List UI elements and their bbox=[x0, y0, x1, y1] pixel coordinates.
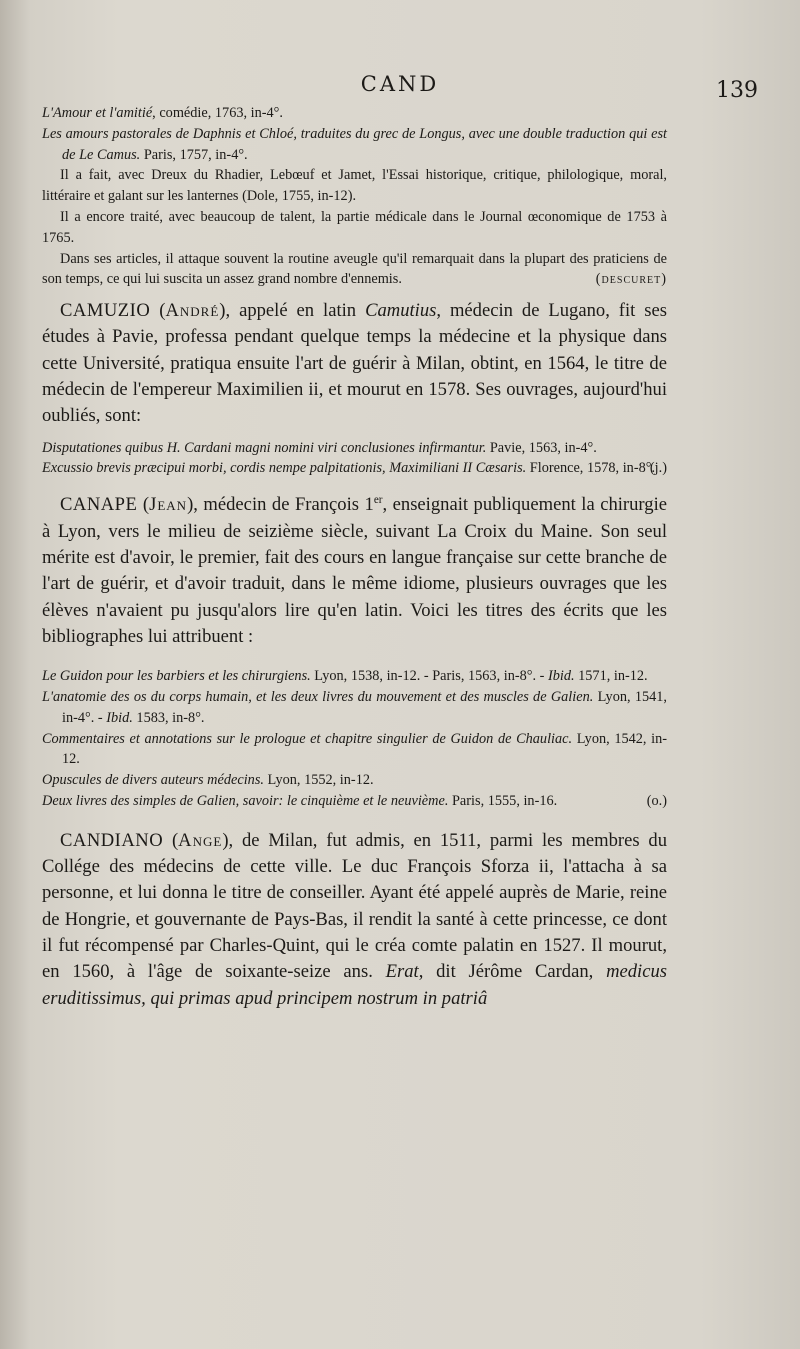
work-details: Pavie, 1563, in-4°. bbox=[486, 439, 597, 456]
bibliography-entry bbox=[42, 666, 667, 687]
author-signature: (j.) bbox=[649, 460, 667, 477]
entry-given-name: André bbox=[165, 300, 220, 322]
article-text: , médecin de François 1 bbox=[193, 494, 374, 516]
superscript: er bbox=[373, 494, 383, 507]
spacer bbox=[42, 290, 667, 298]
bibliography-entry bbox=[42, 438, 667, 459]
spacer bbox=[42, 650, 667, 666]
body-paragraph: Il a fait, avec Dreux du Rhadier, Lebœuf et Jamet, l'Essai historique, critique, philologique, moral, littéraire et galant sur les lanternes (Dole, 1755, in-12). bbox=[42, 167, 667, 205]
work-details: Paris, 1555, in-16. bbox=[448, 793, 558, 809]
latin-quote: medicus eruditissimus, qui primas apud principem nostrum in patriâ bbox=[42, 961, 668, 1009]
latin-quote: Erat bbox=[385, 961, 419, 983]
body-paragraph: Il a encore traité, avec beaucoup de talent, la partie médicale dans le Journal œconomique de 1753 à 1765. bbox=[42, 208, 667, 246]
work-title: Les amours pastorales de Daphnis et Chloé, traduites du grec de Longus, avec une double traduction qui est de Le Camus. bbox=[42, 125, 667, 163]
work-title: Deux livres des simples de Galien, savoir: le cinquième et le neuvième. bbox=[42, 793, 449, 809]
author-signature: (o.) bbox=[646, 793, 667, 809]
work-title: Excussio brevis præcipui morbi, cordis nempe palpitationis, Maximiliani II Cæsaris. bbox=[42, 460, 527, 477]
work-details: , comédie, 1763, in-4°. bbox=[152, 105, 283, 121]
article-canape: CANAPE (Jean), médecin de François 1er, enseignait publiquement la chirurgie à Lyon, vers le milieu de seizième siècle, suivant La Croix du Maine. Son seul mérite est d'avoir, le premier, fait des cours en langue française sur cette branche de l'art de guérir, et d'avoir traduit, dans le même idiome, plusieurs ouvrages que les élèves n'avaient pu jusqu'alors lire qu'en latin. Voici les titres des écrits que les bibliographes lui attribuent : bbox=[42, 494, 667, 647]
work-title: Le Guidon pour les barbiers et les chirurgiens. bbox=[42, 668, 311, 685]
work-title: L'anatomie des os du corps humain, et les deux livres du mouvement et des muscles de Galien. bbox=[42, 689, 594, 706]
latin-name: Camutius bbox=[365, 300, 437, 322]
work-title: Disputationes quibus H. Cardani magni nomini viri conclusiones infirmantur. bbox=[42, 439, 487, 456]
article-text: , dit Jérôme Cardan, bbox=[418, 961, 607, 983]
spacer bbox=[42, 430, 667, 438]
paragraph-text: Dans ses articles, il attaque souvent la routine aveugle qu'il remarquait dans la plupart des praticiens de son temps, ce qui lui suscita un assez grand nombre d'ennemis. bbox=[42, 250, 667, 288]
work-title: Opuscules de divers auteurs médecins. bbox=[42, 772, 264, 789]
entry-surname: CANAPE bbox=[60, 494, 138, 516]
spacer bbox=[42, 812, 667, 828]
work-title: Commentaires et annotations sur le prologue et chapitre singulier de Guidon de Chauliac. bbox=[42, 730, 573, 747]
entry-given-name: Ange bbox=[178, 829, 223, 851]
work-details: Lyon, 1552, in-12. bbox=[263, 772, 374, 789]
bibliography-entry bbox=[42, 687, 667, 729]
author-signature: (descuret) bbox=[595, 271, 667, 288]
bibliography-entry bbox=[42, 124, 667, 166]
work-title: L'Amour et l'amitié bbox=[42, 105, 153, 121]
work-details: Florence, 1578, in-8°. bbox=[526, 460, 656, 477]
bibliography-entry bbox=[42, 103, 667, 124]
entry-surname: CANDIANO bbox=[60, 829, 164, 851]
article-text: , enseignait publiquement la chirurgie à Lyon, vers le milieu de seizième siècle, suivant La Croix du Maine. Son seul mérite est d'avoir, le premier, fait des cours en langue française sur cette branche de l'art de guérir, et d'avoir traduit, dans le même idiome, plusieurs ouvrages que les élèves n'avaient pu jusqu'alors lire qu'en latin. Voici les titres des écrits que les bibliographes lui attribuent : bbox=[42, 494, 667, 647]
ibid-label: Ibid. bbox=[547, 668, 575, 685]
page-content bbox=[42, 103, 667, 1012]
article-camuzio: CAMUZIO (André), appelé en latin Camutius, médecin de Lugano, fit ses études à Pavie, professa pendant quelque temps la médecine et la physique dans cette Université, pratiqua ensuite l'art de guérir à Milan, obtint, en 1564, le titre de médecin de l'empereur Maximilien ii, et mourut en 1578. Ses ouvrages, aujourd'hui oubliés, sont: bbox=[42, 300, 668, 427]
work-details: Lyon, 1542, in-12. bbox=[62, 730, 667, 768]
article-text: , appelé en latin bbox=[225, 300, 366, 322]
page-number: 139 bbox=[716, 78, 758, 103]
bibliography-entry bbox=[42, 770, 667, 791]
bibliography-entry bbox=[42, 458, 667, 479]
work-details: Lyon, 1541, in-4°. - bbox=[62, 689, 668, 726]
work-details: Lyon, 1538, in-12. - Paris, 1563, in-8°. - bbox=[310, 668, 548, 685]
entry-surname: CAMUZIO bbox=[60, 300, 151, 322]
work-details: 1571, in-12. bbox=[574, 668, 648, 685]
work-details: 1583, in-8°. bbox=[132, 709, 205, 726]
running-head: CAND bbox=[360, 72, 440, 96]
entry-given-name: Jean bbox=[149, 494, 188, 516]
bibliography-entry bbox=[42, 729, 667, 771]
article-text: , médecin de Lugano, fit ses études à Pavie, professa pendant quelque temps la médecine et la physique dans cette Université, pratiqua ensuite l'art de guérir à Milan, obtint, en 1564, le titre de médecin de l'empereur Maximilien ii, et mourut en 1578. Ses ouvrages, aujourd'hui oubliés, sont: bbox=[42, 300, 668, 427]
spacer bbox=[42, 479, 667, 487]
article-candiano: CANDIANO (Ange), de Milan, fut admis, en 1511, parmi les membres du Collége des médecins de cette ville. Le duc François Sforza ii, l'attacha à sa personne, et lui donna le titre de conseiller. Ayant été appelé auprès de Marie, reine de Hongrie, et gouvernante de Pays-Bas, il rendit la santé à cette princesse, ce dont il fut récompensé par Charles-Quint, qui le créa comte palatin en 1527. Il mourut, en 1560, à l'âge de soixante-seize ans. Erat, dit Jérôme Cardan, medicus eruditissimus, qui primas apud principem nostrum in patriâ bbox=[42, 829, 668, 1009]
ibid-label: Ibid. bbox=[106, 709, 133, 726]
page-header bbox=[40, 72, 760, 102]
article-text: , de Milan, fut admis, en 1511, parmi les membres du Collége des médecins de cette ville. Le duc François Sforza ii, l'attacha à sa personne, et lui donna le titre de conseiller. Ayant été appelé auprès de Marie, reine de Hongrie, et gouvernante de Pays-Bas, il rendit la santé à cette princesse, ce dont il fut récompensé par Charles-Quint, qui le créa comte palatin en 1527. Il mourut, en 1560, à l'âge de soixante-seize ans. bbox=[42, 829, 667, 983]
work-details: Paris, 1757, in-4°. bbox=[140, 146, 248, 163]
